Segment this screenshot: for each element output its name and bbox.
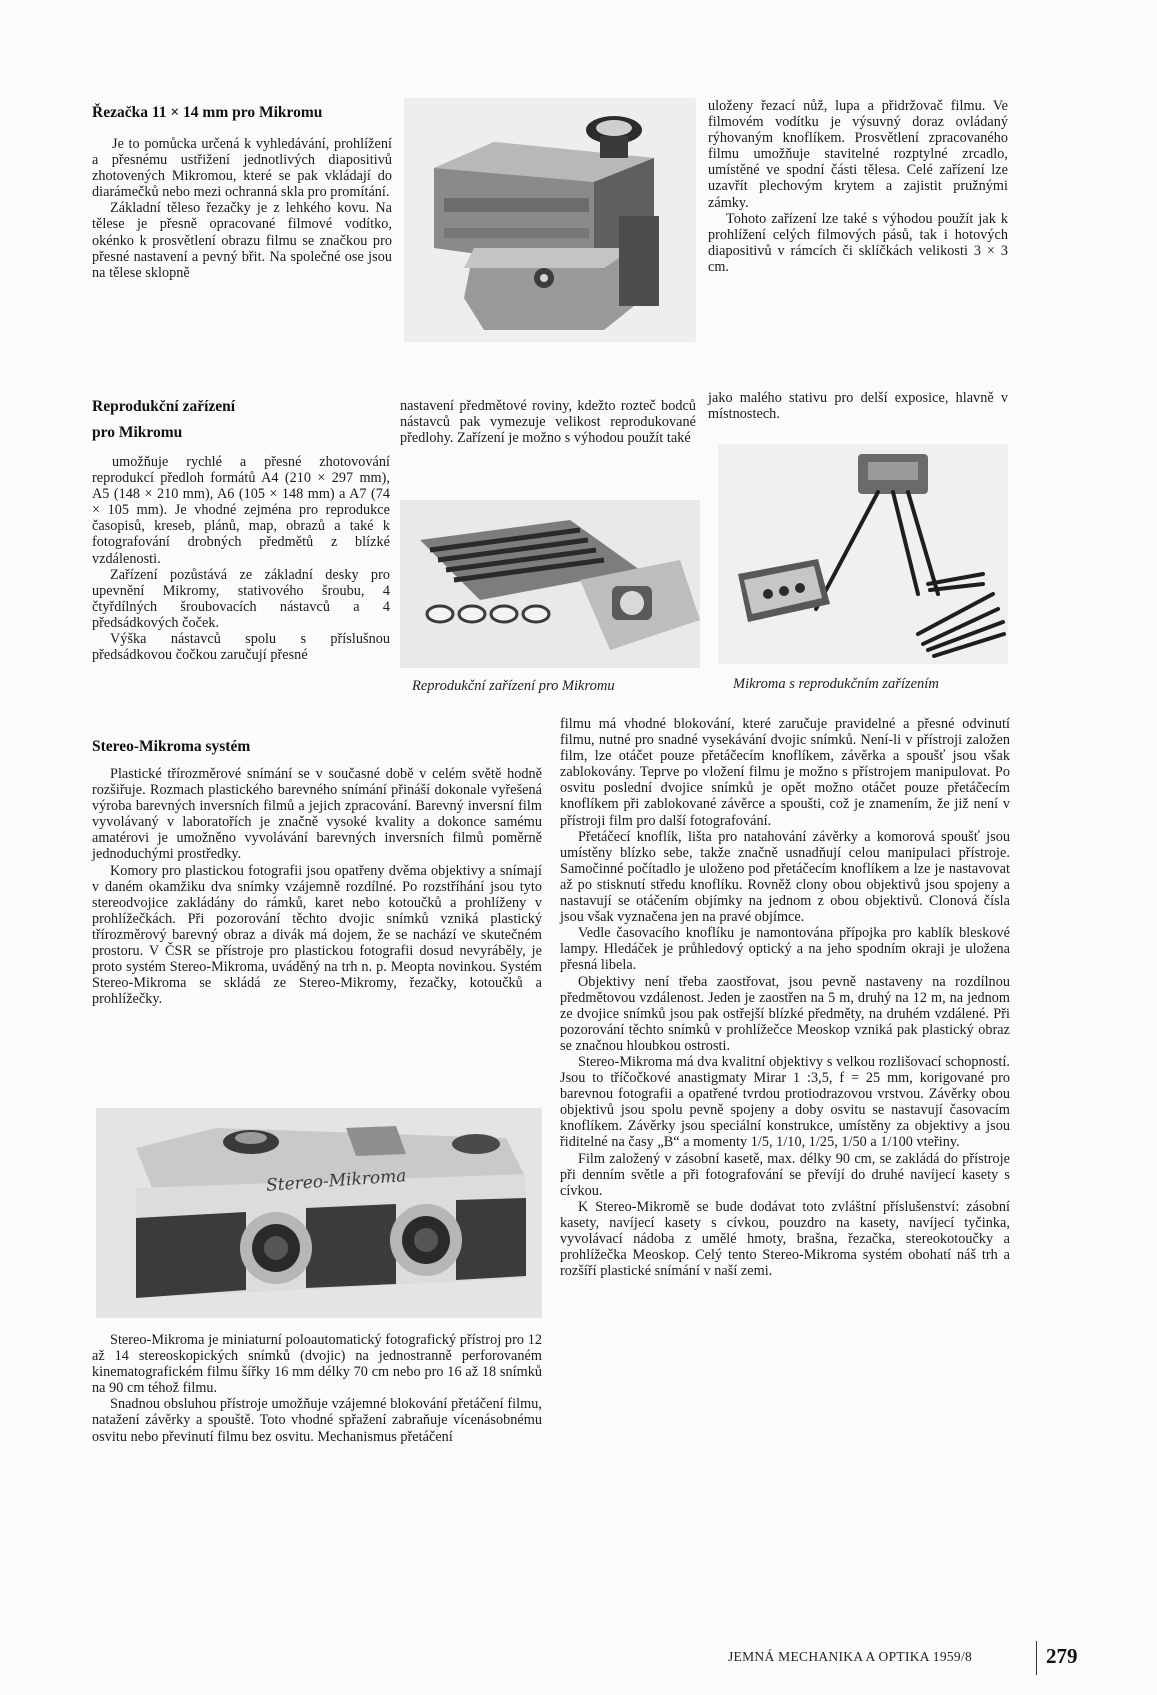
page-number: 279 <box>1046 1644 1078 1668</box>
reprodukcni-caption: Reprodukční zařízení pro Mikromu <box>412 678 615 694</box>
paragraph: Tohoto zařízení lze také s výhodou použít jak k prohlížení celých filmových pásů, tak i hotových diapositivů v rámcích či sklíčkách velikosti 3 × 3 cm. <box>708 210 1008 275</box>
paragraph: Film založený v zásobní kasetě, max. délky 90 cm, se zakládá do přístroje při denním světle a při fotografování se převíjí do druhé navíjecí kasety s cívkou. <box>560 1150 1010 1199</box>
paragraph: Plastické třírozměrové snímání se v současné době v celém světě hodně rozšiřuje. Rozmach plastického barevného snímání přináší dokonale vyřešená výroba barevných inversních filmů a jejich zpracování. Barevný inversní film vyvolávaný v laboratořích je značně vysoké kvality a dokonce samému amatérovi je umožněno vyvolávání barevných inversních filmů poměrně jednoduchými prostředky. <box>92 766 542 863</box>
stereo-title: Stereo-Mikroma systém <box>92 738 251 755</box>
paragraph: Výška nástavců spolu s příslušnou předsádkovou čočkou zaručují přesné <box>92 631 390 664</box>
paragraph: Stereo-Mikroma je miniaturní poloautomatický fotografický přístroj pro 12 až 14 stereoskopických snímků (dvojic) na jednostranně perforovaném kinematografickém filmu šířky 16 mm délky 70 cm nebo pro 16 až 18 snímků na 90 cm téhož filmu. <box>92 1332 542 1397</box>
mikroma-stand-caption: Mikroma s reprodukčním zařízením <box>733 676 939 692</box>
reprodukcni-col3-text <box>708 390 1008 422</box>
paragraph: filmu má vhodné blokování, které zaručuje pravidelné a přesné odvinutí filmu, nutné pro snadné vysekávání dvojic snímků. Není-li v přístroji založen film, lze otáčet pouze přetáčecím knoflíkem, závěrka a spoušť jsou však zablokovány. Teprve po vložení filmu je možno s přístrojem manipulovat. Po osvitu poslední dvojice snímků je opět možno otáčet pouze přetáčecím knoflíkem při zablokované závěrce a spoušti, což je znamením, že již není v přístroji film pro další fotografování. <box>560 716 1010 829</box>
stereo-camera-label: Stereo-Mikroma <box>265 1166 407 1196</box>
paragraph: nastavení předmětové roviny, kdežto rozteč bodců nástavců pak vymezuje velikost reprodukované předlohy. Zařízení je možno s výhodou použít také <box>400 398 696 447</box>
footer-divider <box>1036 1641 1037 1675</box>
reprodukcni-col1-text <box>92 454 390 663</box>
reprodukcni-title-line1: Reprodukční zařízení <box>92 398 236 415</box>
paragraph: Snadnou obsluhou přístroje umožňuje vzájemné blokování přetáčení filmu, natažení závěrky a spouště. Toto vhodné spřažení zabraňuje vícenásobnému osvitu nebo převinutí filmu bez osvitu. Mechanismus přetáčení <box>92 1396 542 1445</box>
paragraph: Je to pomůcka určená k vyhledávání, prohlížení a přesnému ustřižení jednotlivých diapositivů zhotovených Mikromou, které se pak vkládají do diarámečků nebo mezi ochranná skla pro promítání. <box>92 136 392 201</box>
paragraph: Komory pro plastickou fotografii jsou opatřeny dvěma objektivy a snímají v daném okamžiku dva snímky vzájemně rozdílné. Po rozstříhání jsou tyto stereodvojice zakládány do rámků, karet nebo kotoučků a prohlíženy v prohlížečkách. Při pozorování těchto dvojic snímků vzniká plastický třírozměrový barevný obraz a divák má dojem, že se nachází ve skutečném prostoru. V ČSR se přístroje pro plastickou fotografii dosud nevyráběly, je proto systém Stereo-Mikroma, uváděný na trh n. p. Meopta novinkou. Systém Stereo-Mikroma se skládá ze Stereo-Mikromy, řezačky, kotoučků a prohlížečky. <box>92 862 542 1008</box>
paragraph: jako malého stativu pro delší exposice, hlavně v místnostech. <box>708 390 1008 423</box>
paragraph: Přetáčecí knoflík, lišta pro natahování závěrky a komorová spoušť jsou umístěny blízko sebe, takže značně usnadňují celou manipulaci přístroje. Samočinné počítadlo je uloženo pod přetáčecím knoflíkem a lze je nastavovat až po stisknutí středu knoflíku. Rovněž clony obou objektivů jsou spojeny a nastavují se otáčením objímky na jednom z obou objektivů. Clonová čísla jsou však vyznačena jen na pravé objímce. <box>560 828 1010 926</box>
paragraph: K Stereo-Mikromě se bude dodávat toto zvláštní příslušenství: zásobní kasety, navíjecí kasety s cívkou, pouzdro na kasety, navíjecí tyčinka, vyvolávací nádoba z umělé hmoty, brašna, řezačka, stereokotoučky a prohlížečka Meoskop. Celý tento Stereo-Mikroma systém obohatí náš trh a rozšíří plastické snímání v naší zemi. <box>560 1198 1010 1280</box>
stereo-left-top-text <box>92 766 542 1007</box>
paragraph: uloženy řezací nůž, lupa a přidržovač filmu. Ve filmovém vodítku je výsuvný doraz ovládaný rýhovaným knoflíkem. Prosvětlení zpracovaného filmu umožňuje stavitelné rozptylné zrcadlo, umístěné ve spodní části tělesa. Celé zařízení lze uzavřít plechovým krytem a zajistit pružnými zámky. <box>708 98 1008 211</box>
paragraph: umožňuje rychlé a přesné zhotovování reprodukcí předloh formátů A4 (210 × 297 mm), A5 (148 × 210 mm), A6 (105 × 148 mm) a A7 (74 × 105 mm). Je vhodné zejména pro reprodukce časopisů, kreseb, plánů, map, obrazů a také k fotografování drobných předmětů z blízké vzdálenosti. <box>92 454 390 567</box>
paragraph: Vedle časovacího knoflíku je namontována přípojka pro kablík bleskové lampy. Hledáček je průhledový optický a na jeho spodním okraji je uložena přesná libela. <box>560 925 1010 974</box>
paragraph: Základní těleso řezačky je z lehkého kovu. Na tělese je přesně opracované filmové vodítko, okénko k prosvětlení obrazu filmu se značkou pro přesné nastavení a pevný břit. Na společné ose jsou na tělese sklopně <box>92 200 392 281</box>
mikroma-stand-photo <box>718 444 1008 664</box>
stereo-left-bottom-text <box>92 1332 542 1445</box>
stereo-right-text <box>560 716 1010 1279</box>
journal-footer: JEMNÁ MECHANIKA A OPTIKA 1959/8 <box>728 1649 973 1664</box>
stereo-mikroma-photo <box>96 1108 542 1318</box>
paragraph: Stereo-Mikroma má dva kvalitní objektivy s velkou rozlišovací schopností. Jsou to tříčočkové anastigmaty Mirar 1 :3,5, f = 25 mm, korigované pro barevnou fotografii a opatřené tvrdou protiodrazovou vrstvou. Závěrky obou objektivů jsou spolu pevně spojeny a doby osvitu se nastavují časovacím knoflíkem. Závěrky jsou speciální konstrukce, umístěny za objektivy a jsou řiditelné na časy „B“ a momenty 1/5, 1/10, 1/25, 1/50 a 1/100 vteřiny. <box>560 1053 1010 1151</box>
paragraph: Objektivy není třeba zaostřovat, jsou pevně nastaveny na rozdílnou předmětovou vzdálenost. Jeden je zaostřen na 5 m, druhý na 12 m, na jednom ze dvojice snímků jsou pak ostřejší blízké předměty, na druhém vzdálené. Při pozorování těchto snímků v prohlížečce Meoskop vzniká pak plastický obraz se značnou hloubkou ostrosti. <box>560 973 1010 1054</box>
rezacka-right-text <box>708 98 1008 275</box>
paragraph: Zařízení pozůstává ze základní desky pro upevnění Mikromy, stativového šroubu, 4 čtyřdílných šroubovacích nástavců a 4 předsádkových čoček. <box>92 566 390 631</box>
rezacka-title: Řezačka 11 × 14 mm pro Mikromu <box>92 104 323 121</box>
reprodukcni-photo <box>400 500 700 668</box>
rezacka-photo <box>404 98 696 342</box>
rezacka-left-text <box>92 136 392 281</box>
reprodukcni-title-line2: pro Mikromu <box>92 424 183 441</box>
reprodukcni-col2-text <box>400 398 696 446</box>
